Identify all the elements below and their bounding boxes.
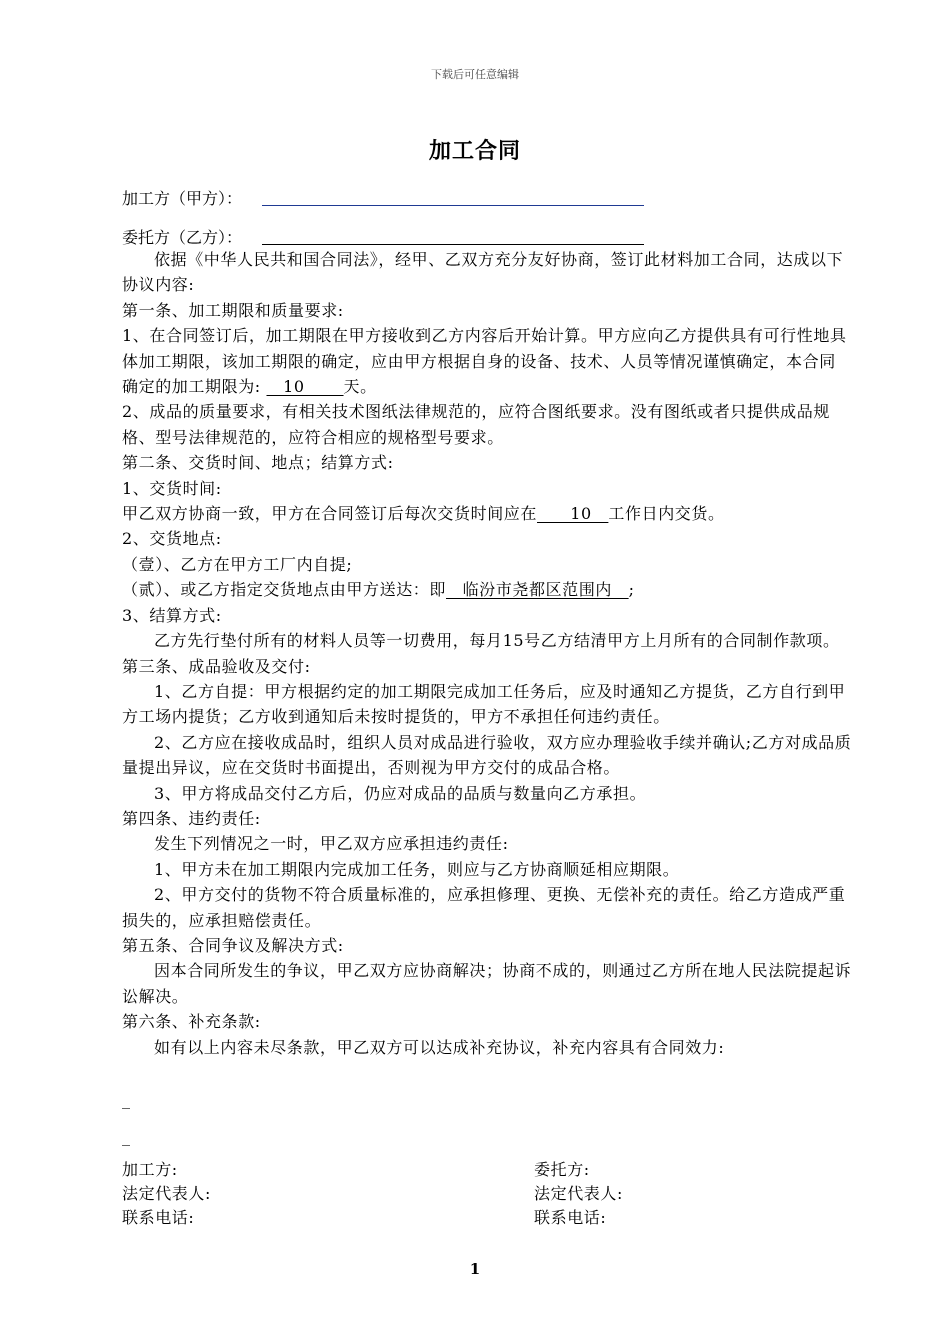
party-a-label: 加工方（甲方）： (122, 189, 243, 208)
delivery-time-text-b: 工作日内交货。 (608, 504, 725, 524)
delivery-place-option-1: （壹）、乙方在甲方工厂内自提; (122, 554, 353, 574)
article-3-clause-2: 2、乙方应在接收成品时，组织人员对成品进行验收，双方应办理验收手续并确认;乙方对成品质量提出异议，应在交货时书面提出，否则视为甲方交付的成品合格。 (122, 732, 852, 778)
settlement-text: 乙方先行垫付所有的材料人员等一切费用，每月15号乙方结清甲方上月所有的合同制作款项。 (154, 631, 840, 651)
party-a-representative-label: 法定代表人: (122, 1184, 211, 1203)
article-1-clause-2: 2、成品的质量要求，有相关技术图纸法律规范的，应符合图纸要求。没有图纸或者只提供成品规格、型号法律规范的，应符合相应的规格型号要求。 (122, 402, 830, 447)
party-a-sign-label: 加工方: (122, 1160, 178, 1179)
delivery-time-text-a: 甲乙双方协商一致，甲方在合同签订后每次交货时间应在 (122, 504, 538, 524)
settlement-title: 3、结算方式: (122, 605, 222, 625)
header-note: 下载后可任意编辑 (431, 68, 519, 81)
signature-party-b (534, 1158, 623, 1230)
party-a-phone-label: 联系电话: (122, 1208, 195, 1227)
party-a-blank[interactable] (262, 205, 644, 206)
delivery-time-text (122, 501, 852, 526)
article-4-clause-2: 2、甲方交付的货物不符合质量标准的，应承担修理、更换、无偿补充的责任。给乙方造成严重损失的，应承担赔偿责任。 (122, 885, 846, 930)
article-6-text: 如有以上内容未尽条款，甲乙双方可以达成补充协议，补充内容具有合同效力: (154, 1037, 725, 1057)
party-b-representative-label: 法定代表人: (534, 1184, 623, 1203)
blank-line-2: _ (122, 1127, 130, 1146)
article-1-clause-1 (122, 323, 852, 399)
article-3-title: 第三条、成品验收及交付: (122, 656, 311, 676)
party-b-phone-label: 联系电话: (534, 1208, 607, 1227)
party-b-blank[interactable] (262, 244, 644, 245)
delivery-days-value: 10 (537, 504, 609, 524)
article-2-title: 第二条、交货时间、地点；结算方式: (122, 453, 394, 473)
article-1-clause-1-unit: 天。 (343, 377, 377, 397)
article-5-text: 因本合同所发生的争议，甲乙双方应协商解决；协商不成的，则通过乙方所在地人民法院提起诉讼解决。 (122, 961, 852, 1006)
processing-period-value: 10 (266, 377, 344, 397)
article-6-title: 第六条、补充条款: (122, 1012, 261, 1032)
article-5-title: 第五条、合同争议及解决方式: (122, 935, 344, 955)
party-b-sign-label: 委托方: (534, 1160, 590, 1179)
article-4-clause-1: 1、甲方未在加工期限内完成加工任务，则应与乙方协商顺延相应期限。 (154, 859, 680, 879)
intro-paragraph: 依据《中华人民共和国合同法》，经甲、乙双方充分友好协商，签订此材料加工合同，达成以下协议内容: (122, 250, 844, 295)
delivery-place-option-2 (122, 577, 852, 602)
article-1-title: 第一条、加工期限和质量要求: (122, 300, 344, 320)
article-4-title: 第四条、违约责任: (122, 808, 261, 828)
delivery-time-title: 1、交货时间: (122, 478, 222, 498)
party-b-label: 委托方（乙方）： (122, 228, 243, 247)
page-number: 1 (469, 1260, 481, 1278)
delivery-place-option-2-end: ; (628, 580, 635, 600)
article-3-clause-3: 3、甲方将成品交付乙方后，仍应对成品的品质与数量向乙方承担。 (154, 783, 647, 803)
article-1-clause-1-text: 1、在合同签订后，加工期限在甲方接收到乙方内容后开始计算。甲方应向乙方提供具有可行性地具体加工期限，该加工期限的确定，应由甲方根据自身的设备、技术、人员等情况谨慎确定，本合同确定的加工期限为: (122, 326, 847, 397)
delivery-place-title: 2、交货地点: (122, 529, 222, 549)
signature-party-a (122, 1158, 211, 1230)
article-3-clause-1: 1、乙方自提：甲方根据约定的加工期限完成加工任务后，应及时通知乙方提货，乙方自行到甲方工场内提货；乙方收到通知后未按时提货的，甲方不承担任何违约责任。 (122, 681, 846, 727)
blank-line-1: _ (122, 1090, 130, 1109)
party-a-line (122, 187, 644, 211)
contract-body (122, 247, 852, 1060)
delivery-place-option-2-text: （贰）、或乙方指定交货地点由甲方送达：即 (122, 580, 447, 600)
article-4-intro: 发生下列情况之一时，甲乙双方应承担违约责任: (154, 834, 509, 854)
delivery-place-value: 临汾市尧都区范围内 (446, 580, 629, 600)
document-title: 加工合同 (428, 138, 521, 164)
